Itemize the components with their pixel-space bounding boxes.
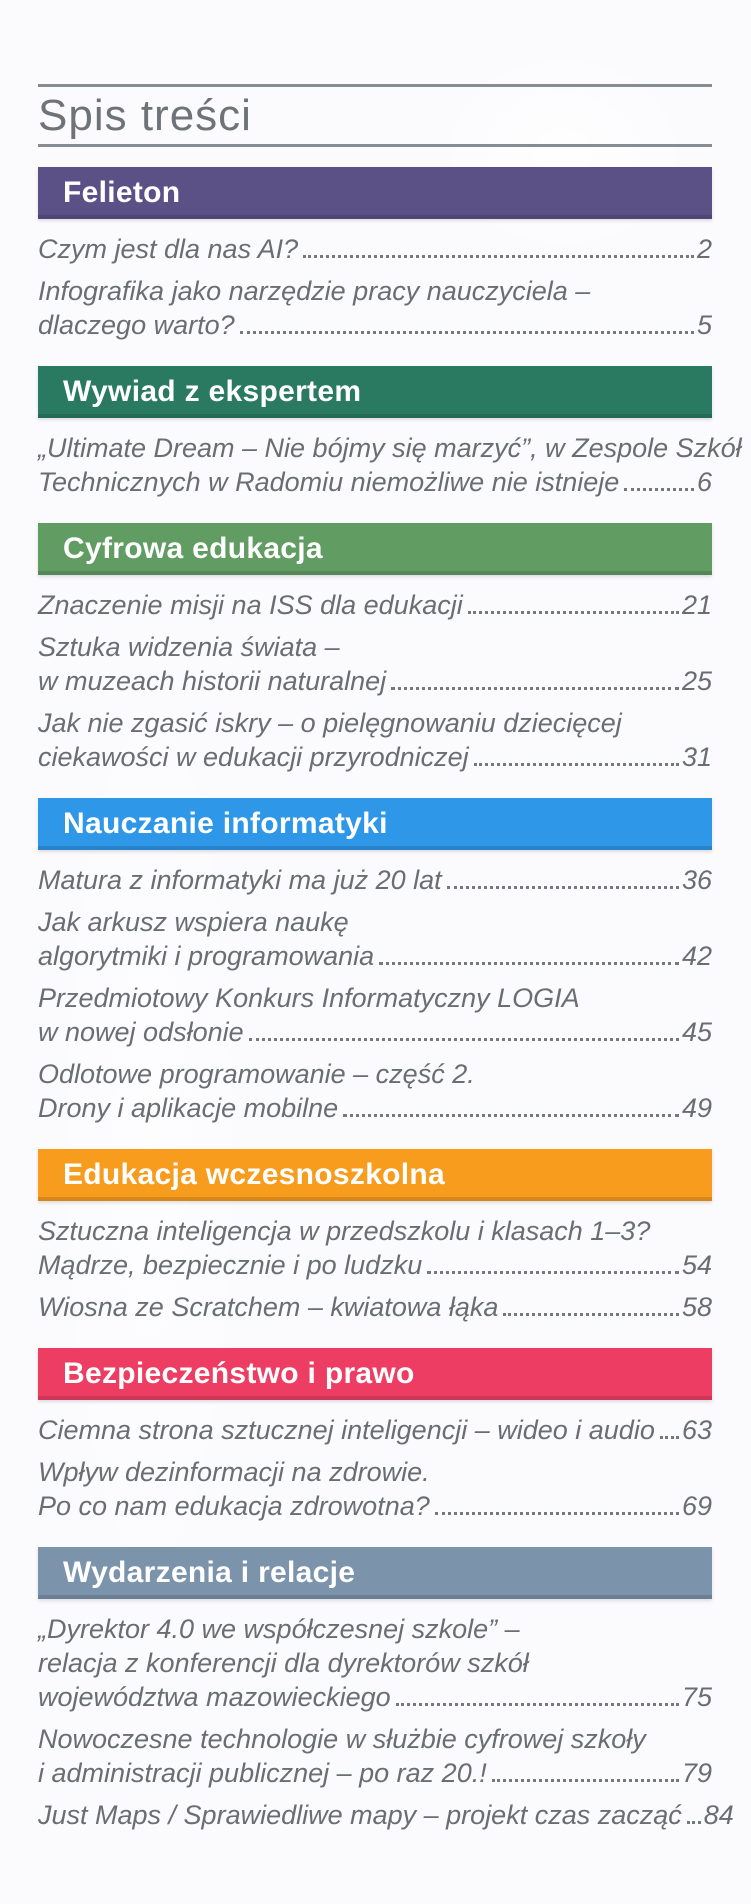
- page-number: 2: [696, 234, 712, 264]
- toc-entry-line: [38, 1680, 712, 1714]
- toc-section: [38, 523, 712, 774]
- toc-entry: [38, 863, 712, 897]
- dot-leader: [427, 1271, 679, 1274]
- toc-section: [38, 366, 742, 499]
- toc-entry-line: Sztuczna inteligencja w przedszkolu i klasach 1–3?: [38, 1216, 651, 1246]
- toc-entry-text: i administracji publicznej – po raz 20.!: [38, 1758, 487, 1788]
- page-number: 21: [681, 590, 712, 620]
- toc-entry-line: [38, 1015, 712, 1049]
- toc-entry-text: Mądrze, bezpiecznie i po ludzku: [38, 1250, 423, 1280]
- dot-leader: [435, 1512, 679, 1515]
- toc-entry: [38, 1413, 712, 1447]
- section-header-bar: [38, 366, 712, 418]
- dot-leader: [492, 1779, 679, 1782]
- section-title: Nauczanie informatyki: [63, 807, 388, 840]
- toc-entry-text: w muzeach historii naturalnej: [38, 666, 387, 696]
- page-number: 63: [681, 1415, 712, 1445]
- toc-entry: [38, 1722, 712, 1790]
- toc-entry-line: relacja z konferencji dla dyrektorów szkół: [38, 1648, 529, 1678]
- toc-entry-line: Sztuka widzenia świata –: [38, 632, 340, 662]
- toc-entry: [38, 431, 742, 499]
- toc-entry-text: ciekawości w edukacji przyrodniczej: [38, 742, 469, 772]
- toc-entry-text: w nowej odsłonie: [38, 1017, 244, 1047]
- section-entries: [38, 1214, 712, 1324]
- toc-entry-line: „Dyrektor 4.0 we współczesnej szkole” –: [38, 1614, 520, 1644]
- section-entries: [38, 1612, 734, 1832]
- section-title: Cyfrowa edukacja: [63, 532, 323, 565]
- section-header-bar: [38, 798, 712, 850]
- toc-section: [38, 1149, 712, 1324]
- dot-leader: [624, 488, 694, 491]
- toc-entry-line: [38, 232, 712, 266]
- section-header-bar: [38, 167, 712, 219]
- page-number: 84: [703, 1800, 734, 1830]
- section-entries: [38, 1413, 712, 1523]
- dot-leader: [396, 1703, 679, 1706]
- section-entries: [38, 588, 712, 774]
- section-header-bar: [38, 523, 712, 575]
- toc-entry-line: Jak nie zgasić iskry – o pielęgnowaniu dziecięcej: [38, 708, 622, 738]
- toc-entry: [38, 706, 712, 774]
- toc-entry-line: [38, 588, 712, 622]
- page-number: 58: [681, 1292, 712, 1322]
- toc-entry-line: Odlotowe programowanie – część 2.: [38, 1059, 475, 1089]
- page-number: 6: [696, 467, 712, 497]
- toc-entry-line: [38, 1756, 712, 1790]
- toc-entry-line: [38, 465, 712, 499]
- toc-entry-line: [38, 664, 712, 698]
- toc-entry-line: Jak arkusz wspiera naukę: [38, 907, 349, 937]
- toc-section: [38, 798, 712, 1125]
- toc-section: [38, 167, 712, 342]
- toc-entry: [38, 1290, 712, 1324]
- toc-entry-text: Just Maps / Sprawiedliwe mapy – projekt czas zacząć: [38, 1800, 682, 1830]
- toc-entry-text: Ciemna strona sztucznej inteligencji – wideo i audio: [38, 1415, 655, 1445]
- page-number: 36: [681, 865, 712, 895]
- toc-entry-line: [38, 308, 712, 342]
- toc-section: [38, 1348, 712, 1523]
- toc-entry-text: Czym jest dla nas AI?: [38, 234, 299, 264]
- toc-entry-line: [38, 1798, 734, 1832]
- toc-entry-text: Matura z informatyki ma już 20 lat: [38, 865, 442, 895]
- toc-entry: [38, 1455, 712, 1523]
- dot-leader: [249, 1038, 679, 1041]
- toc-entry: [38, 1798, 734, 1832]
- toc-entry-text: województwa mazowieckiego: [38, 1682, 391, 1712]
- toc-entry-text: Po co nam edukacja zdrowotna?: [38, 1491, 430, 1521]
- toc-entry-line: [38, 1413, 712, 1447]
- dot-leader: [660, 1436, 679, 1439]
- section-title: Edukacja wczesnoszkolna: [63, 1158, 446, 1191]
- section-title: Wydarzenia i relacje: [63, 1556, 356, 1589]
- page-number: 79: [681, 1758, 712, 1788]
- section-header-bar: [38, 1547, 712, 1599]
- page-title: Spis treści: [38, 91, 252, 140]
- dot-leader: [240, 331, 694, 334]
- title-rule-bottom: [38, 144, 712, 147]
- section-entries: [38, 863, 712, 1125]
- toc-entry: [38, 232, 712, 266]
- toc-entry-line: Nowoczesne technologie w służbie cyfrowej szkoły: [38, 1724, 646, 1754]
- dot-leader: [468, 611, 679, 614]
- toc-entry-line: Wpływ dezinformacji na zdrowie.: [38, 1457, 430, 1487]
- section-title: Wywiad z ekspertem: [63, 375, 362, 408]
- toc-header: [38, 84, 712, 147]
- toc-entry-line: [38, 1091, 712, 1125]
- page-number: 25: [681, 666, 712, 696]
- section-entries: [38, 232, 712, 342]
- toc-content: [38, 84, 742, 1856]
- dot-leader: [391, 687, 679, 690]
- section-entries: [38, 431, 742, 499]
- page-number: 54: [681, 1250, 712, 1280]
- toc-entry: [38, 588, 712, 622]
- toc-entry-line: [38, 740, 712, 774]
- section-title: Felieton: [63, 176, 181, 209]
- toc-entry-text: Znaczenie misji na ISS dla edukacji: [38, 590, 463, 620]
- page-number: 45: [681, 1017, 712, 1047]
- page-number: 75: [681, 1682, 712, 1712]
- section-header-bar: [38, 1149, 712, 1201]
- toc-sections: [38, 167, 742, 1832]
- toc-entry-line: [38, 1489, 712, 1523]
- dot-leader: [303, 255, 694, 258]
- toc-section: [38, 1547, 734, 1832]
- toc-entry-line: Infografika jako narzędzie pracy nauczyciela –: [38, 276, 591, 306]
- page-number: 42: [681, 941, 712, 971]
- toc-entry-line: [38, 1290, 712, 1324]
- toc-entry-text: Drony i aplikacje mobilne: [38, 1093, 339, 1123]
- toc-entry: [38, 1214, 712, 1282]
- toc-entry-text: dlaczego warto?: [38, 310, 235, 340]
- toc-entry: [38, 1612, 712, 1714]
- toc-entry: [38, 981, 712, 1049]
- page-number: 31: [681, 742, 712, 772]
- section-title: Bezpieczeństwo i prawo: [63, 1357, 415, 1390]
- toc-entry: [38, 274, 712, 342]
- dot-leader: [474, 763, 679, 766]
- toc-entry-text: Wiosna ze Scratchem – kwiatowa łąka: [38, 1292, 499, 1322]
- toc-entry: [38, 630, 712, 698]
- dot-leader: [687, 1821, 701, 1824]
- toc-entry-line: [38, 863, 712, 897]
- toc-entry-line: [38, 1248, 712, 1282]
- page-number: 5: [696, 310, 712, 340]
- dot-leader: [343, 1114, 679, 1117]
- dot-leader: [503, 1313, 679, 1316]
- dot-leader: [379, 962, 679, 965]
- toc-entry: [38, 905, 712, 973]
- toc-entry-line: [38, 939, 712, 973]
- dot-leader: [447, 886, 679, 889]
- toc-entry: [38, 1057, 712, 1125]
- toc-entry-line: „Ultimate Dream – Nie bójmy się marzyć”, w Zespole Szkół: [38, 433, 742, 463]
- page-number: 69: [681, 1491, 712, 1521]
- section-header-bar: [38, 1348, 712, 1400]
- toc-entry-line: Przedmiotowy Konkurs Informatyczny LOGIA: [38, 983, 580, 1013]
- toc-entry-text: Technicznych w Radomiu niemożliwe nie istnieje: [38, 467, 620, 497]
- toc-entry-text: algorytmiki i programowania: [38, 941, 375, 971]
- page-number: 49: [681, 1093, 712, 1123]
